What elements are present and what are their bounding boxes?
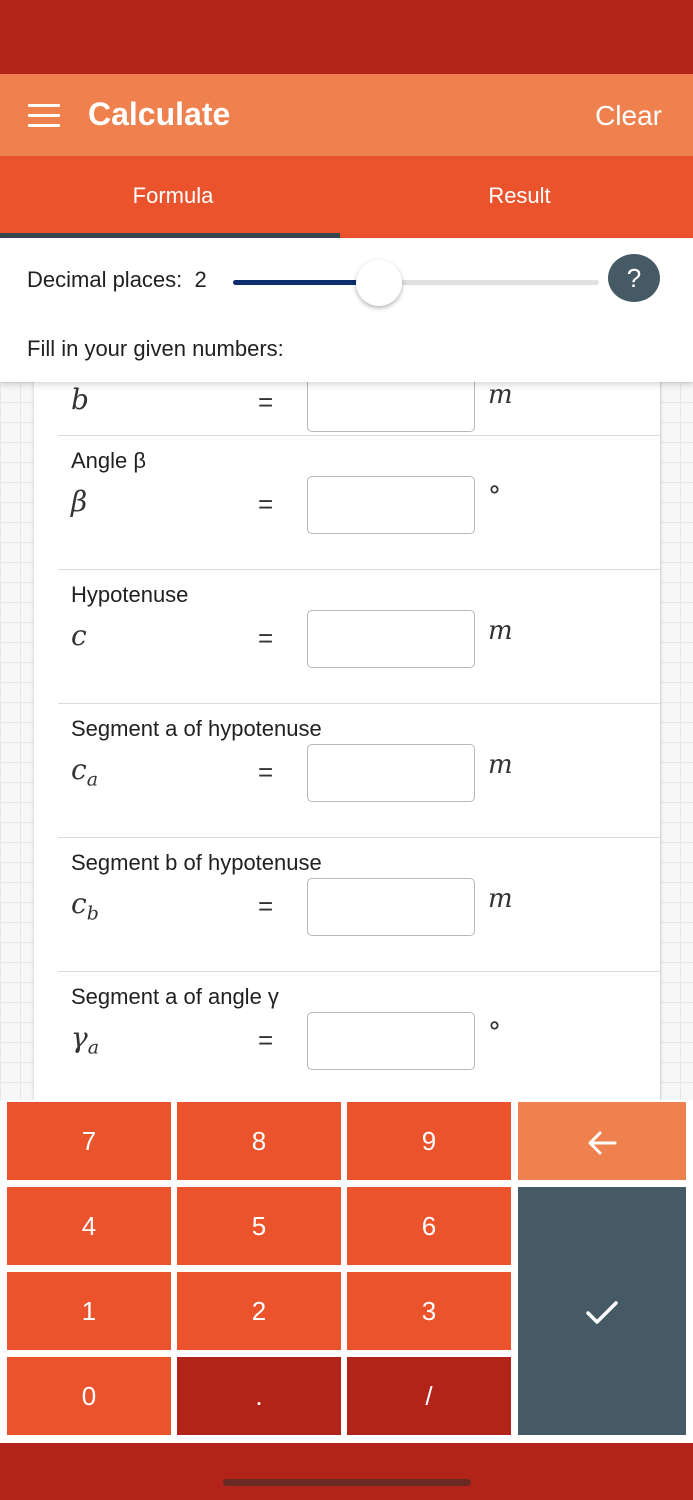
input-hypotenuse[interactable]: [307, 610, 475, 668]
backspace-arrow-icon: [587, 1130, 617, 1156]
symbol-text: c: [71, 753, 87, 786]
fill-in-label: Fill in your given numbers:: [27, 336, 284, 361]
field-symbol: [71, 382, 89, 418]
input-segment-a-angle-gamma[interactable]: [307, 1012, 475, 1070]
status-bar: [0, 0, 693, 74]
field-equals: =: [258, 387, 274, 417]
field-hypotenuse: [58, 570, 660, 704]
key-2[interactable]: 2: [177, 1272, 341, 1350]
field-label: Angle β: [71, 448, 147, 473]
backspace-button[interactable]: [518, 1102, 686, 1180]
tab-bar: [0, 156, 693, 238]
field-unit: m: [488, 884, 513, 914]
decimal-places-slider[interactable]: [233, 280, 599, 285]
field-equals: =: [258, 489, 274, 519]
decimal-places-label: [27, 266, 207, 294]
key-slash[interactable]: /: [347, 1357, 511, 1435]
numeric-keypad: [0, 1100, 693, 1443]
key-3[interactable]: 3: [347, 1272, 511, 1350]
field-unit: m: [488, 616, 513, 646]
symbol-text: c: [71, 887, 87, 920]
key-8[interactable]: 8: [177, 1102, 341, 1180]
field-b: [58, 382, 660, 436]
tab-result[interactable]: Result: [488, 183, 551, 208]
home-indicator[interactable]: [223, 1479, 471, 1486]
field-label: Segment b of hypotenuse: [71, 850, 322, 875]
field-unit: °: [488, 482, 501, 512]
app-title: Calculate: [88, 96, 231, 132]
symbol-subscript: a: [87, 1036, 100, 1059]
input-card: [34, 382, 660, 1100]
field-symbol: [71, 886, 99, 932]
key-decimal-point[interactable]: .: [177, 1357, 341, 1435]
settings-panel: [0, 238, 693, 382]
formula-content[interactable]: [0, 382, 693, 1100]
field-symbol: [71, 618, 87, 654]
system-navigation-bar: [0, 1443, 693, 1500]
field-segment-a-angle-gamma: [58, 972, 660, 1100]
key-0[interactable]: 0: [7, 1357, 171, 1435]
field-segment-a-hypotenuse: [58, 704, 660, 838]
input-segment-a-hypotenuse[interactable]: [307, 744, 475, 802]
key-1[interactable]: 1: [7, 1272, 171, 1350]
input-segment-b-hypotenuse[interactable]: [307, 878, 475, 936]
field-unit: °: [488, 1018, 501, 1048]
field-symbol: [71, 1020, 99, 1066]
clear-button[interactable]: Clear: [595, 100, 662, 131]
tab-formula[interactable]: Formula: [132, 183, 214, 208]
field-equals: =: [258, 623, 274, 653]
field-equals: =: [258, 1025, 274, 1055]
field-equals: =: [258, 891, 274, 921]
help-button[interactable]: ?: [608, 254, 660, 302]
key-6[interactable]: 6: [347, 1187, 511, 1265]
field-unit: m: [488, 382, 513, 410]
symbol-text: β: [71, 485, 88, 518]
decimal-places-text: Decimal places:: [27, 267, 183, 292]
input-angle-beta[interactable]: [307, 476, 475, 534]
key-9[interactable]: 9: [347, 1102, 511, 1180]
field-equals: =: [258, 757, 274, 787]
symbol-subscript: b: [86, 902, 99, 925]
confirm-button[interactable]: [518, 1187, 686, 1435]
key-7[interactable]: 7: [7, 1102, 171, 1180]
field-segment-b-hypotenuse: [58, 838, 660, 972]
key-4[interactable]: 4: [7, 1187, 171, 1265]
checkmark-icon: [585, 1300, 619, 1326]
field-label: Segment a of angle γ: [71, 984, 279, 1009]
symbol-text: b: [71, 383, 89, 416]
field-angle-beta: [58, 436, 660, 570]
field-label: Segment a of hypotenuse: [71, 716, 322, 741]
field-symbol: [71, 752, 98, 798]
app-bar: [0, 74, 693, 156]
symbol-text: γ: [71, 1021, 88, 1054]
hamburger-menu-icon[interactable]: [28, 104, 60, 128]
decimal-places-value: 2: [194, 267, 207, 292]
field-symbol: [71, 484, 87, 520]
symbol-text: c: [71, 619, 87, 652]
field-label: Hypotenuse: [71, 582, 189, 607]
field-unit: m: [488, 750, 513, 780]
input-b[interactable]: [307, 382, 475, 432]
key-5[interactable]: 5: [177, 1187, 341, 1265]
symbol-subscript: a: [86, 768, 99, 791]
slider-thumb[interactable]: [356, 260, 402, 306]
